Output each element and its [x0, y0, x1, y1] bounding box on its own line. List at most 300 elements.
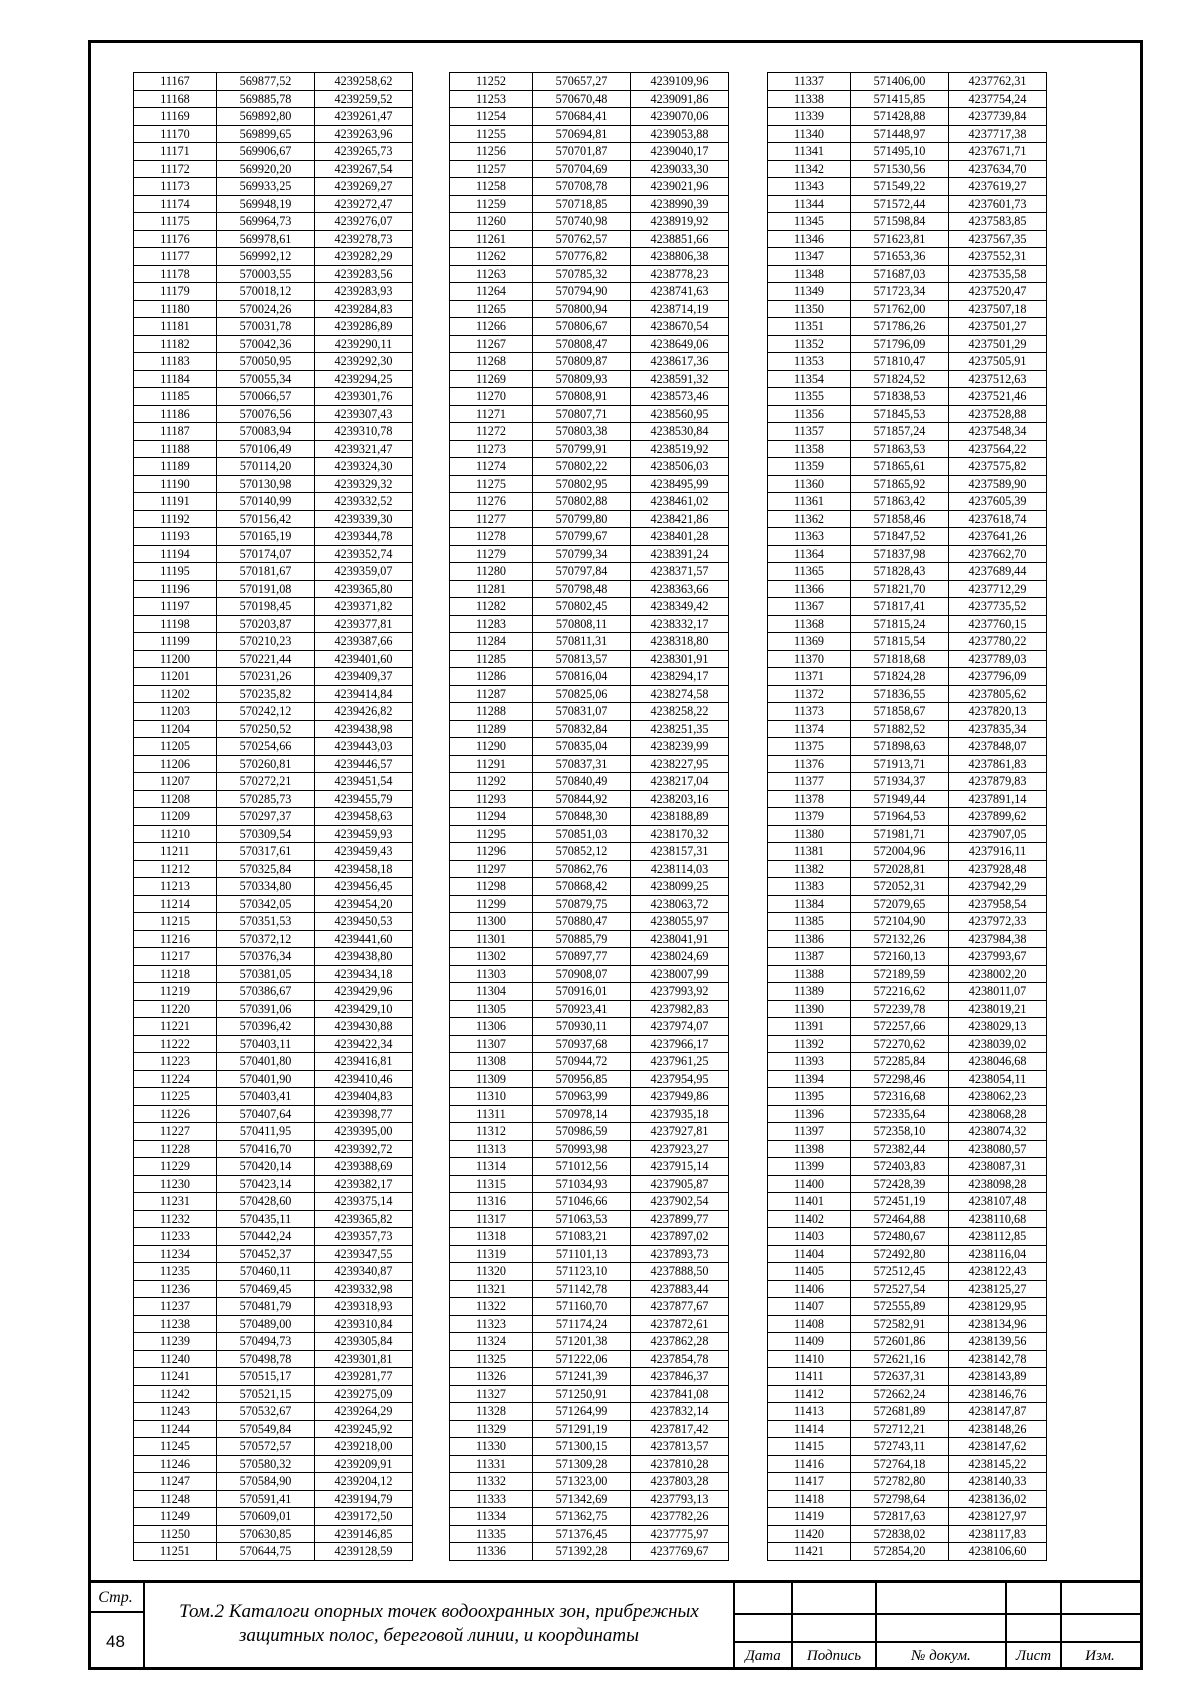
- x-coordinate: 572132,26: [851, 930, 949, 948]
- table-row: [450, 265, 729, 283]
- table-row: [134, 1333, 413, 1351]
- table-row: [450, 965, 729, 983]
- coordinates-table-3: [767, 72, 1047, 1561]
- point-number: 11194: [134, 545, 217, 563]
- y-coordinate: 4239410,46: [315, 1070, 413, 1088]
- y-coordinate: 4237961,25: [631, 1053, 729, 1071]
- point-number: 11304: [450, 983, 533, 1001]
- table-row: [450, 1280, 729, 1298]
- x-coordinate: 570803,38: [533, 423, 631, 441]
- point-number: 11295: [450, 825, 533, 843]
- point-number: 11185: [134, 388, 217, 406]
- point-number: 11355: [768, 388, 851, 406]
- point-number: 11379: [768, 808, 851, 826]
- y-coordinate: 4237888,50: [631, 1263, 729, 1281]
- point-number: 11279: [450, 545, 533, 563]
- table-row: [768, 755, 1047, 773]
- x-coordinate: 570832,84: [533, 720, 631, 738]
- y-coordinate: 4239438,98: [315, 720, 413, 738]
- x-coordinate: 570831,07: [533, 703, 631, 721]
- y-coordinate: 4238146,76: [949, 1385, 1047, 1403]
- x-coordinate: 572512,45: [851, 1263, 949, 1281]
- x-coordinate: 570083,94: [217, 423, 315, 441]
- x-coordinate: 571949,44: [851, 790, 949, 808]
- y-coordinate: 4238139,56: [949, 1333, 1047, 1351]
- x-coordinate: 570694,81: [533, 125, 631, 143]
- y-coordinate: 4238127,97: [949, 1508, 1047, 1526]
- table-row: [134, 458, 413, 476]
- x-coordinate: 572854,20: [851, 1543, 949, 1561]
- table-row: [134, 650, 413, 668]
- y-coordinate: 4239365,80: [315, 580, 413, 598]
- y-coordinate: 4239329,32: [315, 475, 413, 493]
- point-number: 11191: [134, 493, 217, 511]
- x-coordinate: 570174,07: [217, 545, 315, 563]
- table-row: [134, 563, 413, 581]
- point-number: 11318: [450, 1228, 533, 1246]
- y-coordinate: 4238098,28: [949, 1175, 1047, 1193]
- point-number: 11221: [134, 1018, 217, 1036]
- table-row: [768, 1070, 1047, 1088]
- table-row: [450, 825, 729, 843]
- x-coordinate: 570809,87: [533, 353, 631, 371]
- y-coordinate: 4238140,33: [949, 1473, 1047, 1491]
- y-coordinate: 4239332,52: [315, 493, 413, 511]
- y-coordinate: 4238147,62: [949, 1438, 1047, 1456]
- point-number: 11177: [134, 248, 217, 266]
- x-coordinate: 572239,78: [851, 1000, 949, 1018]
- point-number: 11308: [450, 1053, 533, 1071]
- table-row: [450, 493, 729, 511]
- y-coordinate: 4237780,22: [949, 633, 1047, 651]
- table-row: [768, 703, 1047, 721]
- point-number: 11387: [768, 948, 851, 966]
- y-coordinate: 4239305,84: [315, 1333, 413, 1351]
- point-number: 11236: [134, 1280, 217, 1298]
- table-row: [450, 90, 729, 108]
- table-row: [450, 1333, 729, 1351]
- y-coordinate: 4239310,78: [315, 423, 413, 441]
- point-number: 11287: [450, 685, 533, 703]
- y-coordinate: 4238714,19: [631, 300, 729, 318]
- table-row: [134, 73, 413, 91]
- y-coordinate: 4239429,96: [315, 983, 413, 1001]
- point-number: 11292: [450, 773, 533, 791]
- y-coordinate: 4239283,93: [315, 283, 413, 301]
- point-number: 11368: [768, 615, 851, 633]
- x-coordinate: 570840,49: [533, 773, 631, 791]
- point-number: 11276: [450, 493, 533, 511]
- y-coordinate: 4237897,02: [631, 1228, 729, 1246]
- x-coordinate: 572527,54: [851, 1280, 949, 1298]
- x-coordinate: 569933,25: [217, 178, 315, 196]
- table-row: [768, 493, 1047, 511]
- y-coordinate: 4238251,35: [631, 720, 729, 738]
- point-number: 11267: [450, 335, 533, 353]
- table-row: [450, 1420, 729, 1438]
- y-coordinate: 4237793,13: [631, 1490, 729, 1508]
- x-coordinate: 571786,26: [851, 318, 949, 336]
- point-number: 11324: [450, 1333, 533, 1351]
- point-number: 11178: [134, 265, 217, 283]
- coordinates-table-1: [133, 72, 413, 1561]
- y-coordinate: 4238239,99: [631, 738, 729, 756]
- y-coordinate: 4239441,60: [315, 930, 413, 948]
- table-row: [134, 1350, 413, 1368]
- y-coordinate: 4237820,13: [949, 703, 1047, 721]
- y-coordinate: 4239267,54: [315, 160, 413, 178]
- y-coordinate: 4237935,18: [631, 1105, 729, 1123]
- x-coordinate: 571934,37: [851, 773, 949, 791]
- y-coordinate: 4238530,84: [631, 423, 729, 441]
- point-number: 11362: [768, 510, 851, 528]
- y-coordinate: 4239321,47: [315, 440, 413, 458]
- table-row: [450, 1035, 729, 1053]
- point-number: 11211: [134, 843, 217, 861]
- y-coordinate: 4237769,67: [631, 1543, 729, 1561]
- table-row: [450, 178, 729, 196]
- x-coordinate: 569948,19: [217, 195, 315, 213]
- x-coordinate: 570203,87: [217, 615, 315, 633]
- point-number: 11402: [768, 1210, 851, 1228]
- x-coordinate: 570442,24: [217, 1228, 315, 1246]
- y-coordinate: 4237872,61: [631, 1315, 729, 1333]
- x-coordinate: 570242,12: [217, 703, 315, 721]
- table-row: [768, 895, 1047, 913]
- y-coordinate: 4238125,27: [949, 1280, 1047, 1298]
- table-row: [768, 685, 1047, 703]
- x-coordinate: 571815,54: [851, 633, 949, 651]
- stamp-date-label: Дата: [745, 1648, 781, 1664]
- table-row: [768, 965, 1047, 983]
- table-row: [768, 1000, 1047, 1018]
- table-row: [134, 248, 413, 266]
- y-coordinate: 4239275,09: [315, 1385, 413, 1403]
- x-coordinate: 572189,59: [851, 965, 949, 983]
- x-coordinate: 571250,91: [533, 1385, 631, 1403]
- point-number: 11315: [450, 1175, 533, 1193]
- x-coordinate: 571723,34: [851, 283, 949, 301]
- table-row: [134, 1210, 413, 1228]
- y-coordinate: 4238129,95: [949, 1298, 1047, 1316]
- x-coordinate: 570879,75: [533, 895, 631, 913]
- table-row: [768, 1368, 1047, 1386]
- table-row: [768, 1105, 1047, 1123]
- table-row: [450, 1525, 729, 1543]
- table-row: [134, 283, 413, 301]
- table-row: [134, 1245, 413, 1263]
- point-number: 11174: [134, 195, 217, 213]
- point-number: 11393: [768, 1053, 851, 1071]
- point-number: 11231: [134, 1193, 217, 1211]
- y-coordinate: 4239261,47: [315, 108, 413, 126]
- x-coordinate: 572316,68: [851, 1088, 949, 1106]
- table-row: [768, 248, 1047, 266]
- table-row: [768, 1385, 1047, 1403]
- y-coordinate: 4237735,52: [949, 598, 1047, 616]
- y-coordinate: 4237893,73: [631, 1245, 729, 1263]
- table-row: [134, 1193, 413, 1211]
- point-number: 11343: [768, 178, 851, 196]
- table-row: [450, 563, 729, 581]
- point-number: 11271: [450, 405, 533, 423]
- x-coordinate: 571406,00: [851, 73, 949, 91]
- point-number: 11252: [450, 73, 533, 91]
- x-coordinate: 571796,09: [851, 335, 949, 353]
- y-coordinate: 4237848,07: [949, 738, 1047, 756]
- table-row: [134, 178, 413, 196]
- table-row: [134, 913, 413, 931]
- table-row: [450, 423, 729, 441]
- point-number: 11319: [450, 1245, 533, 1263]
- point-number: 11186: [134, 405, 217, 423]
- point-number: 11261: [450, 230, 533, 248]
- table-row: [134, 90, 413, 108]
- table-row: [134, 1070, 413, 1088]
- y-coordinate: 4238147,87: [949, 1403, 1047, 1421]
- point-number: 11196: [134, 580, 217, 598]
- y-coordinate: 4237923,27: [631, 1140, 729, 1158]
- y-coordinate: 4237846,37: [631, 1368, 729, 1386]
- point-number: 11219: [134, 983, 217, 1001]
- point-number: 11420: [768, 1525, 851, 1543]
- x-coordinate: 570835,04: [533, 738, 631, 756]
- y-coordinate: 4239281,77: [315, 1368, 413, 1386]
- x-coordinate: 571376,45: [533, 1525, 631, 1543]
- y-coordinate: 4238143,89: [949, 1368, 1047, 1386]
- y-coordinate: 4239245,92: [315, 1420, 413, 1438]
- x-coordinate: 570018,12: [217, 283, 315, 301]
- point-number: 11203: [134, 703, 217, 721]
- point-number: 11193: [134, 528, 217, 546]
- point-number: 11258: [450, 178, 533, 196]
- point-number: 11325: [450, 1350, 533, 1368]
- y-coordinate: 4239128,59: [315, 1543, 413, 1561]
- table-row: [134, 703, 413, 721]
- table-row: [768, 843, 1047, 861]
- x-coordinate: 571898,63: [851, 738, 949, 756]
- x-coordinate: 571063,53: [533, 1210, 631, 1228]
- y-coordinate: 4239263,96: [315, 125, 413, 143]
- x-coordinate: 572464,88: [851, 1210, 949, 1228]
- x-coordinate: 570862,76: [533, 860, 631, 878]
- x-coordinate: 570452,37: [217, 1245, 315, 1263]
- table-row: [134, 475, 413, 493]
- point-number: 11172: [134, 160, 217, 178]
- x-coordinate: 571222,06: [533, 1350, 631, 1368]
- point-number: 11370: [768, 650, 851, 668]
- x-coordinate: 570272,21: [217, 773, 315, 791]
- y-coordinate: 4239375,14: [315, 1193, 413, 1211]
- table-row: [134, 1158, 413, 1176]
- point-number: 11376: [768, 755, 851, 773]
- x-coordinate: 570851,03: [533, 825, 631, 843]
- table-row: [768, 458, 1047, 476]
- x-coordinate: 570003,55: [217, 265, 315, 283]
- table-row: [768, 948, 1047, 966]
- x-coordinate: 570897,77: [533, 948, 631, 966]
- point-number: 11303: [450, 965, 533, 983]
- point-number: 11381: [768, 843, 851, 861]
- document-title: [145, 1583, 735, 1670]
- x-coordinate: 571687,03: [851, 265, 949, 283]
- y-coordinate: 4238122,43: [949, 1263, 1047, 1281]
- y-coordinate: 4239204,12: [315, 1473, 413, 1491]
- y-coordinate: 4238294,17: [631, 668, 729, 686]
- table-row: [450, 213, 729, 231]
- point-number: 11220: [134, 1000, 217, 1018]
- x-coordinate: 570515,17: [217, 1368, 315, 1386]
- table-row: [450, 685, 729, 703]
- x-coordinate: 571123,10: [533, 1263, 631, 1281]
- x-coordinate: 571824,28: [851, 668, 949, 686]
- x-coordinate: 572817,63: [851, 1508, 949, 1526]
- table-row: [134, 1105, 413, 1123]
- x-coordinate: 572782,80: [851, 1473, 949, 1491]
- y-coordinate: 4238029,13: [949, 1018, 1047, 1036]
- x-coordinate: 572104,90: [851, 913, 949, 931]
- table-row: [134, 580, 413, 598]
- table-row: [134, 983, 413, 1001]
- point-number: 11353: [768, 353, 851, 371]
- y-coordinate: 4237854,78: [631, 1350, 729, 1368]
- point-number: 11358: [768, 440, 851, 458]
- y-coordinate: 4238301,91: [631, 650, 729, 668]
- point-number: 11414: [768, 1420, 851, 1438]
- y-coordinate: 4237883,44: [631, 1280, 729, 1298]
- table-row: [450, 475, 729, 493]
- table-row: [134, 755, 413, 773]
- x-coordinate: 569877,52: [217, 73, 315, 91]
- y-coordinate: 4237520,47: [949, 283, 1047, 301]
- table-row: [450, 1245, 729, 1263]
- table-row: [134, 860, 413, 878]
- table-row: [768, 1193, 1047, 1211]
- point-number: 11210: [134, 825, 217, 843]
- table-row: [134, 440, 413, 458]
- x-coordinate: 572582,91: [851, 1315, 949, 1333]
- x-coordinate: 570325,84: [217, 860, 315, 878]
- y-coordinate: 4239290,11: [315, 335, 413, 353]
- point-number: 11382: [768, 860, 851, 878]
- table-row: [450, 860, 729, 878]
- x-coordinate: 570816,04: [533, 668, 631, 686]
- x-coordinate: 570165,19: [217, 528, 315, 546]
- x-coordinate: 570657,27: [533, 73, 631, 91]
- y-coordinate: 4239040,17: [631, 143, 729, 161]
- table-row: [134, 948, 413, 966]
- y-coordinate: 4237928,48: [949, 860, 1047, 878]
- point-number: 11173: [134, 178, 217, 196]
- x-coordinate: 571817,41: [851, 598, 949, 616]
- table-row: [450, 773, 729, 791]
- point-number: 11391: [768, 1018, 851, 1036]
- point-number: 11206: [134, 755, 217, 773]
- table-row: [450, 510, 729, 528]
- x-coordinate: 571241,39: [533, 1368, 631, 1386]
- table-row: [134, 1263, 413, 1281]
- y-coordinate: 4239339,30: [315, 510, 413, 528]
- x-coordinate: 571300,15: [533, 1438, 631, 1456]
- point-number: 11374: [768, 720, 851, 738]
- y-coordinate: 4238002,20: [949, 965, 1047, 983]
- y-coordinate: 4239172,50: [315, 1508, 413, 1526]
- table-row: [134, 318, 413, 336]
- point-number: 11242: [134, 1385, 217, 1403]
- y-coordinate: 4239414,84: [315, 685, 413, 703]
- x-coordinate: 570309,54: [217, 825, 315, 843]
- y-coordinate: 4239258,62: [315, 73, 413, 91]
- y-coordinate: 4239365,82: [315, 1210, 413, 1228]
- point-number: 11346: [768, 230, 851, 248]
- point-number: 11350: [768, 300, 851, 318]
- y-coordinate: 4239357,73: [315, 1228, 413, 1246]
- table-row: [768, 528, 1047, 546]
- table-row: [450, 528, 729, 546]
- point-number: 11396: [768, 1105, 851, 1123]
- y-coordinate: 4237954,95: [631, 1070, 729, 1088]
- point-number: 11241: [134, 1368, 217, 1386]
- table-row: [768, 475, 1047, 493]
- point-number: 11383: [768, 878, 851, 896]
- point-number: 11372: [768, 685, 851, 703]
- y-coordinate: 4239456,45: [315, 878, 413, 896]
- point-number: 11224: [134, 1070, 217, 1088]
- table-row: [768, 860, 1047, 878]
- point-number: 11352: [768, 335, 851, 353]
- table-row: [450, 195, 729, 213]
- y-coordinate: 4238188,89: [631, 808, 729, 826]
- x-coordinate: 571101,13: [533, 1245, 631, 1263]
- x-coordinate: 572270,62: [851, 1035, 949, 1053]
- table-row: [450, 790, 729, 808]
- point-number: 11257: [450, 160, 533, 178]
- y-coordinate: 4239458,18: [315, 860, 413, 878]
- table-row: [450, 1368, 729, 1386]
- point-number: 11409: [768, 1333, 851, 1351]
- y-coordinate: 4239430,88: [315, 1018, 413, 1036]
- point-number: 11348: [768, 265, 851, 283]
- y-coordinate: 4238573,46: [631, 388, 729, 406]
- table-row: [450, 283, 729, 301]
- x-coordinate: 570591,41: [217, 1490, 315, 1508]
- x-coordinate: 571815,24: [851, 615, 949, 633]
- y-coordinate: 4237915,14: [631, 1158, 729, 1176]
- x-coordinate: 570420,14: [217, 1158, 315, 1176]
- table-row: [134, 843, 413, 861]
- x-coordinate: 570423,14: [217, 1175, 315, 1193]
- table-row: [134, 370, 413, 388]
- point-number: 11354: [768, 370, 851, 388]
- x-coordinate: 570794,90: [533, 283, 631, 301]
- table-row: [450, 335, 729, 353]
- point-number: 11342: [768, 160, 851, 178]
- y-coordinate: 4238107,48: [949, 1193, 1047, 1211]
- point-number: 11190: [134, 475, 217, 493]
- x-coordinate: 570808,11: [533, 615, 631, 633]
- table-row: [768, 300, 1047, 318]
- y-coordinate: 4237618,74: [949, 510, 1047, 528]
- point-number: 11214: [134, 895, 217, 913]
- point-number: 11209: [134, 808, 217, 826]
- table-row: [134, 1525, 413, 1543]
- table-row: [768, 230, 1047, 248]
- point-number: 11266: [450, 318, 533, 336]
- table-row: [450, 650, 729, 668]
- x-coordinate: 571865,92: [851, 475, 949, 493]
- point-number: 11399: [768, 1158, 851, 1176]
- point-number: 11364: [768, 545, 851, 563]
